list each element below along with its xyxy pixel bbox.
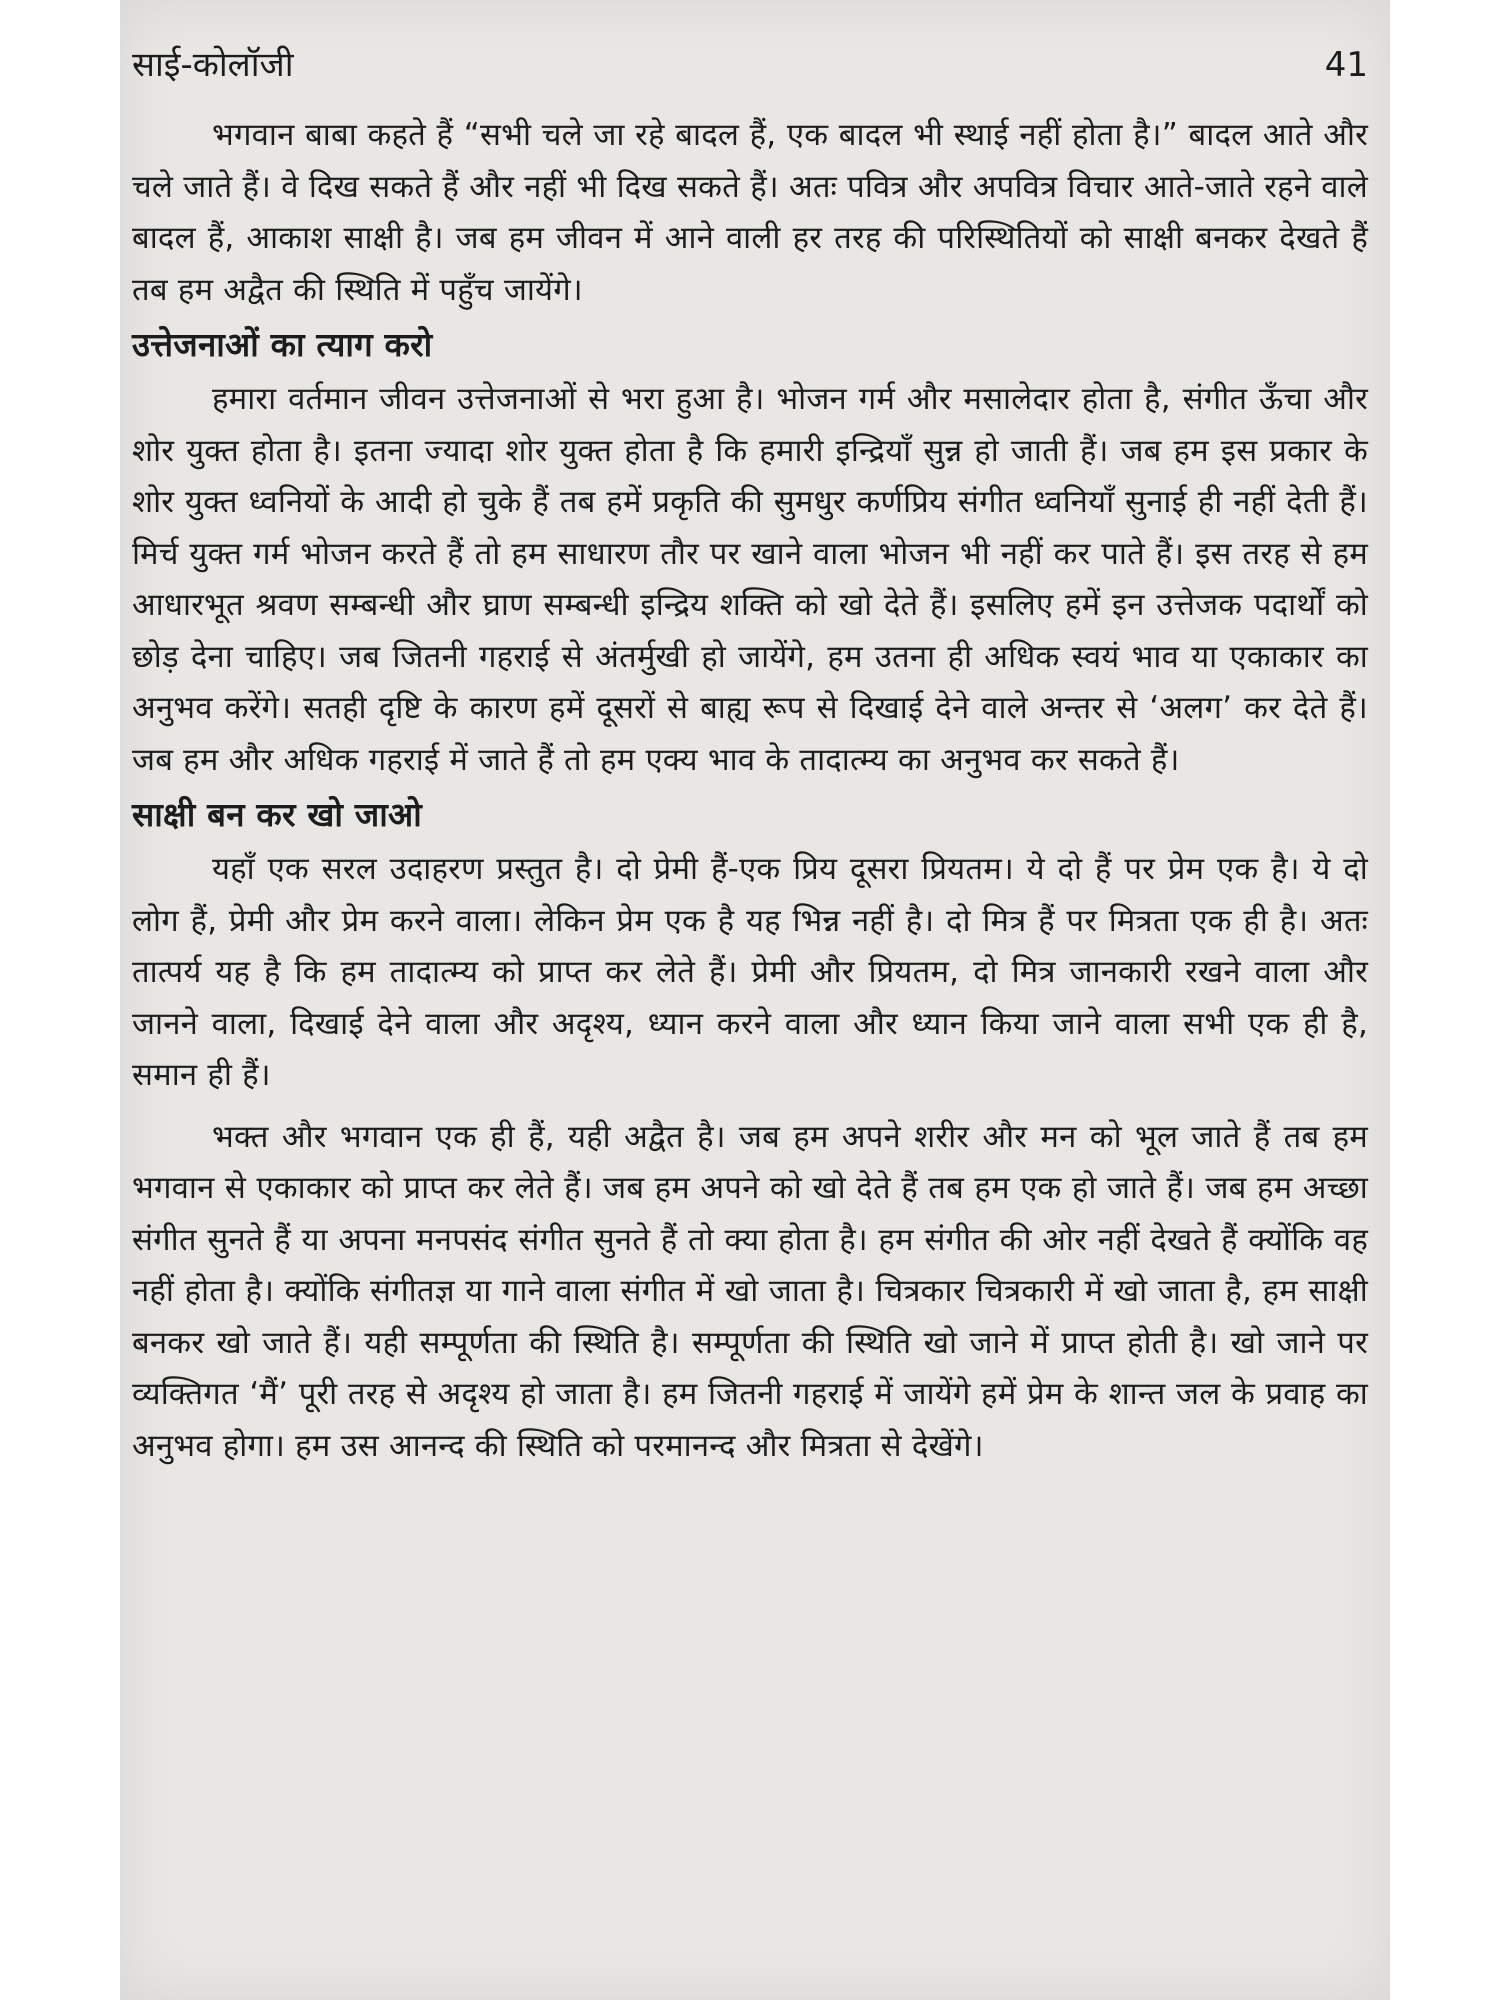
book-page: [120, 0, 1390, 2000]
book-title: साई-कोलॉजी: [132, 45, 294, 85]
section-heading-1: उत्तेजनाओं का त्याग करो: [132, 325, 433, 364]
page-body: [132, 110, 1368, 1472]
paragraph-4: भक्त और भगवान एक ही हैं, यही अद्वैत है। जब हम अपने शरीर और मन को भूल जाते हैं तब हम भगवान से एकाकार को प्राप्त कर लेते हैं। जब हम अपने को खो देते हैं तब हम एक हो जाते हैं। जब हम अच्छा संगीत सुनते हैं या अपना मनपसंद संगीत सुनते हैं तो क्या होता है। हम संगीत की ओर नहीं देखते हैं क्योंकि वह नहीं होता है। क्योंकि संगीतज्ञ या गाने वाला संगीत में खो जाता है। चित्रकार चित्रकारी में खो जाता है, हम साक्षी बनकर खो जाते हैं। यही सम्पूर्णता की स्थिति है। सम्पूर्णता की स्थिति खो जाने में प्राप्त होती है। खो जाने पर व्यक्तिगत ‘मैं’ पूरी तरह से अदृश्य हो जाता है। हम जितनी गहराई में जायेंगे हमें प्रेम के शान्त जल के प्रवाह का अनुभव होगा। हम उस आनन्द की स्थिति को परमानन्द और मित्रता से देखेंगे।: [132, 1118, 1368, 1464]
page-number: 41: [1324, 45, 1368, 85]
paragraph-3: यहाँ एक सरल उदाहरण प्रस्तुत है। दो प्रेमी हैं-एक प्रिय दूसरा प्रियतम। ये दो हैं पर प्रेम एक है। ये दो लोग हैं, प्रेमी और प्रेम करने वाला। लेकिन प्रेम एक है यह भिन्न नहीं है। दो मित्र हैं पर मित्रता एक ही है। अतः तात्पर्य यह है कि हम तादात्म्य को प्राप्त कर लेते हैं। प्रेमी और प्रियतम, दो मित्र जानकारी रखने वाला और जानने वाला, दिखाई देने वाला और अदृश्य, ध्यान करने वाला और ध्यान किया जाने वाला सभी एक ही है, समान ही हैं।: [132, 851, 1368, 1093]
running-header: [132, 38, 1368, 92]
section-heading-2: साक्षी बन कर खो जाओ: [132, 795, 422, 834]
paragraph-2: हमारा वर्तमान जीवन उत्तेजनाओं से भरा हुआ है। भोजन गर्म और मसालेदार होता है, संगीत ऊँचा और शोर युक्त होता है। इतना ज्यादा शोर युक्त होता है कि हमारी इन्द्रियाँ सुन्न हो जाती हैं। जब हम इस प्रकार के शोर युक्त ध्वनियों के आदी हो चुके हैं तब हमें प्रकृति की सुमधुर कर्णप्रिय संगीत ध्वनियाँ सुनाई ही नहीं देती हैं। मिर्च युक्त गर्म भोजन करते हैं तो हम साधारण तौर पर खाने वाला भोजन भी नहीं कर पाते हैं। इस तरह से हम आधारभूत श्रवण सम्बन्धी और घ्राण सम्बन्धी इन्द्रिय शक्ति को खो देते हैं। इसलिए हमें इन उत्तेजक पदार्थों को छोड़ देना चाहिए। जब जितनी गहराई से अंतर्मुखी हो जायेंगे, हम उतना ही अधिक स्वयं भाव या एकाकार का अनुभव करेंगे। सतही दृष्टि के कारण हमें दूसरों से बाह्य रूप से दिखाई देने वाले अन्तर से ‘अलग’ कर देते हैं। जब हम और अधिक गहराई में जाते हैं तो हम एक्य भाव के तादात्म्य का अनुभव कर सकते हैं।: [132, 381, 1368, 778]
paragraph-1: भगवान बाबा कहते हैं “सभी चले जा रहे बादल हैं, एक बादल भी स्थाई नहीं होता है।” बादल आते और चले जाते हैं। वे दिख सकते हैं और नहीं भी दिख सकते हैं। अतः पवित्र और अपवित्र विचार आते-जाते रहने वाले बादल हैं, आकाश साक्षी है। जब हम जीवन में आने वाली हर तरह की परिस्थितियों को साक्षी बनकर देखते हैं तब हम अद्वैत की स्थिति में पहुँच जायेंगे।: [132, 117, 1368, 308]
